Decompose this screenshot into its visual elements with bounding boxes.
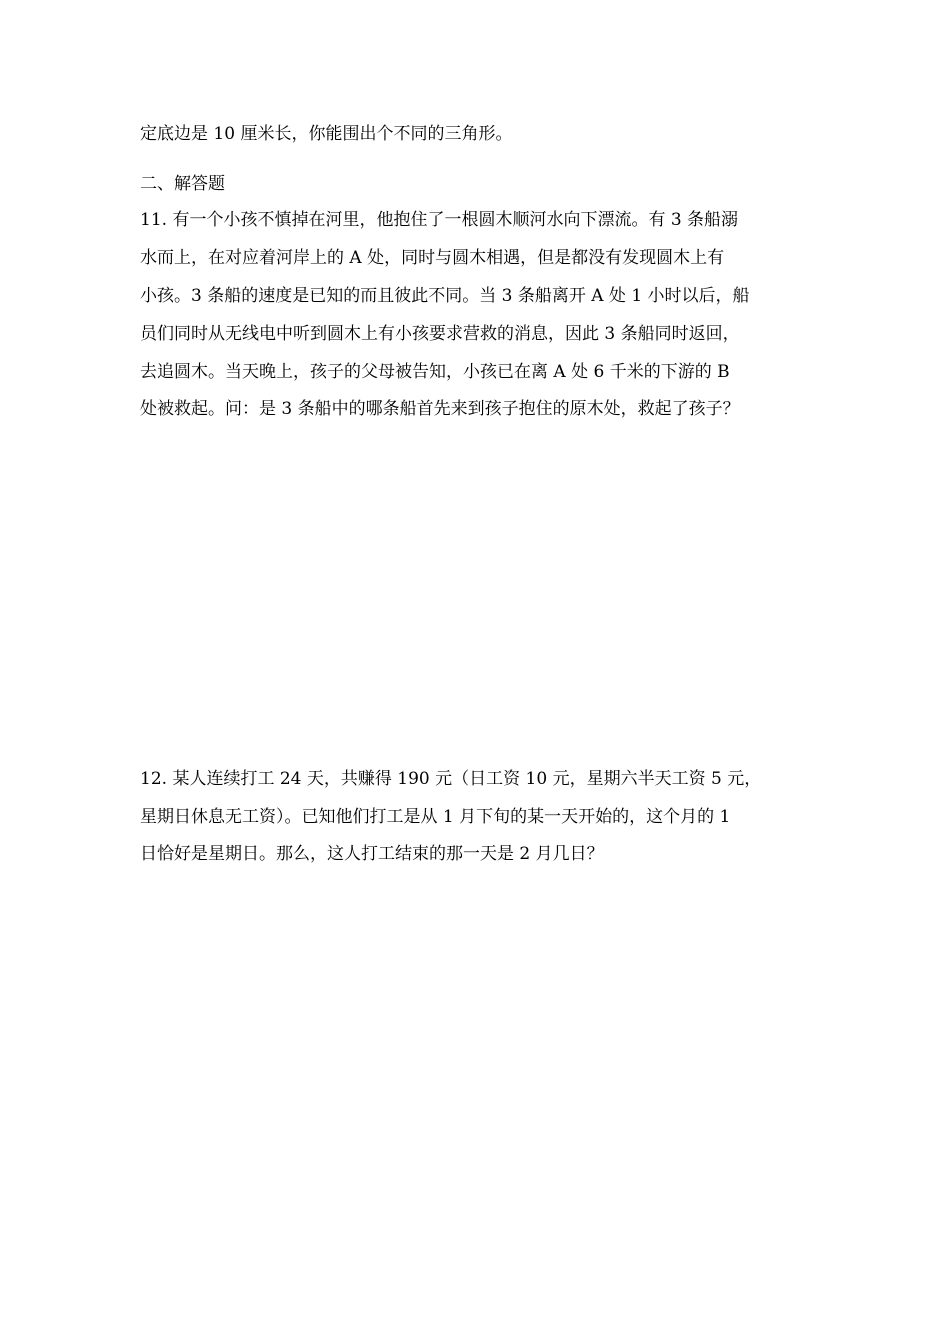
continuation-line: 定底边是 10 厘米长，你能围出个不同的三角形。 <box>140 124 513 144</box>
section-heading: 二、解答题 <box>140 174 225 194</box>
question-11-line: 处被救起。问：是 3 条船中的哪条船首先来到孩子抱住的原木处，救起了孩子？ <box>140 399 740 419</box>
question-11-line: 小孩。3 条船的速度是已知的而且彼此不同。当 3 条船离开 A 处 1 小时以后，船 <box>140 286 750 306</box>
question-11-line: 去追圆木。当天晚上，孩子的父母被告知，小孩已在离 A 处 6 千米的下游的 B <box>140 362 730 382</box>
question-12-line: 日恰好是星期日。那么，这人打工结束的那一天是 2 月几日？ <box>140 844 604 864</box>
question-12-line: 12. 某人连续打工 24 天，共赚得 190 元（日工资 10 元，星期六半天工资 5 元， <box>140 769 762 789</box>
question-11-line: 11. 有一个小孩不慎掉在河里，他抱住了一根圆木顺河水向下漂流。有 3 条船溺 <box>140 210 739 230</box>
question-11-line: 水而上，在对应着河岸上的 A 处，同时与圆木相遇，但是都没有发现圆木上有 <box>140 248 725 268</box>
question-12-line: 星期日休息无工资）。已知他们打工是从 1 月下旬的某一天开始的，这个月的 1 <box>140 807 731 827</box>
question-11-line: 员们同时从无线电中听到圆木上有小孩要求营救的消息，因此 3 条船同时返回， <box>140 324 740 344</box>
